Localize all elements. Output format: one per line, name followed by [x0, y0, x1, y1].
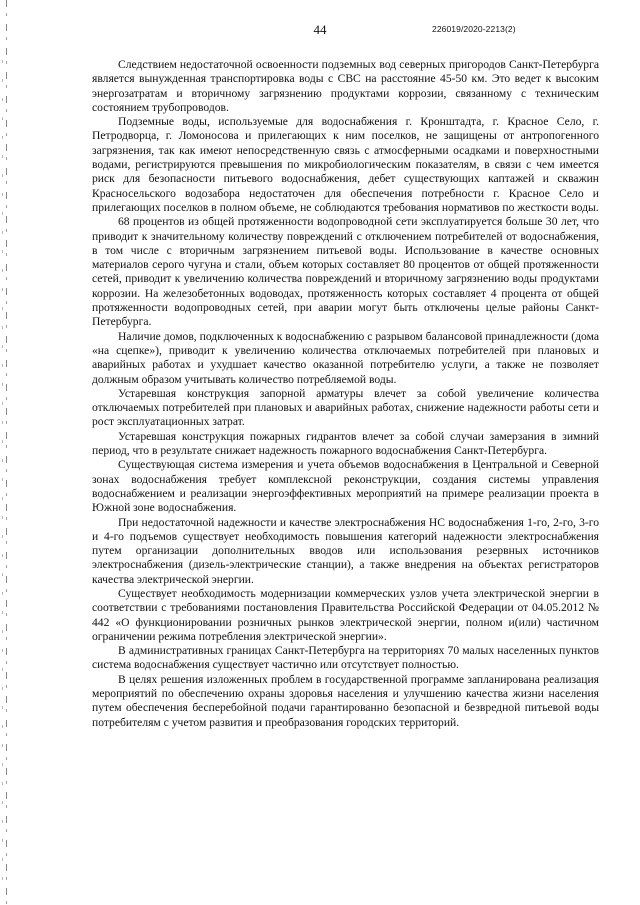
paragraph-electric-metering: Существует необходимость модернизации коммерческих узлов учета электрической энергии в соответствии с требованиями постановления Правительства Российской Федерации от 04.05.2012 № 442 «О функционировании розничных рынков электрической энергии, полном и(или) частичном ограничении режима потребления электрической энергии».: [92, 586, 599, 643]
scan-margin-mark: [6, 0, 7, 905]
paragraph-hydrants: Устаревшая конструкция пожарных гидрантов влечет за собой случаи замерзания в зимний период, что в результате снижает надежность пожарного водоснабжения Санкт-Петербурга.: [92, 429, 599, 458]
paragraph-network-age: 68 процентов из общей протяженности водопроводной сети эксплуатируется больше 30 лет, что приводит к значительному количеству повреждений с отключением потребителей от водоснабжения, в том числе с вторичным загрязнением питьевой воды. Использование в качестве основных материалов серого чугуна и стали, объем которых составляет 80 процентов от общей протяженности сетей, приводит к увеличению количества повреждений и вторичному загрязнению воды продуктами коррозии. На железобетонных водоводах, протяженность которых составляет 4 процента от общей протяженности водопроводных сетей, при аварии могут быть отключены целые районы Санкт-Петербурга.: [92, 215, 599, 329]
scan-margin-mark-secondary: [2, 60, 3, 880]
paragraph-coupled-houses: Наличие домов, подключенных к водоснабжению с разрывом балансовой принадлежности (дома «на сцепке»), приводит к увеличению количества отключаемых потребителей при плановых и аварийных работах и ухудшает качество оказанной потребителю услуги, а также не позволяет должным образом учитывать количество потребляемой воды.: [92, 329, 599, 386]
paragraph-small-settlements: В административных границах Санкт-Петербурга на территориях 70 малых населенных пунктов система водоснабжения существует частично или отсутствует полностью.: [92, 644, 599, 672]
paragraph-groundwater: Подземные воды, используемые для водоснабжения г. Кронштадта, г. Красное Село, г. Петродворца, г. Ломоносова и прилегающих к ним поселков, не защищены от антропогенного загрязнения, так как имеют непосредственную связь с атмосферными осадками и поверхностными водами, регистрируются превышения по микробиологическим показателям, в связи с чем имеется риск для безопасности питьевого водоснабжения, дебет существующих каптажей и скважин Красносельского водозабора недостаточен для обеспечения потребности г. Красное Село и прилегающих поселков в полном объеме, не соблюдаются требования нормативов по жесткости воды.: [92, 115, 599, 214]
paragraph-valves: Устаревшая конструкция запорной арматуры влечет за собой увеличение количества отключаемых потребителей при плановых и аварийных работах, снижение надежности работы сети и рост эксплуатационных затрат.: [92, 386, 599, 429]
paragraph-power-supply: При недостаточной надежности и качестве электроснабжения НС водоснабжения 1-го, 2-го, 3-го и 4-го подъемов существует необходимость повышения категорий надежности электроснабжения путем организации дополнительных вводов или использования резервных источников электроснабжения (дизель-электрические станции), а также внедрения на объектах регистраторов качества электрической энергии.: [92, 515, 599, 586]
paragraph-transport: Следствием недостаточной освоенности подземных вод северных пригородов Санкт-Петербурга является вынужденная транспортировка воды с СВС на расстояние 45-50 км. Это ведет к высоким энергозатратам и вторичному загрязнению продуктами коррозии, связанному с техническим состоянием трубопроводов.: [92, 58, 599, 114]
document-body: [92, 58, 599, 730]
document-reference: 226019/2020-2213(2): [432, 24, 516, 34]
page-number: 44: [313, 22, 327, 37]
paragraph-metering: Существующая система измерения и учета объемов водоснабжения в Центральной и Северной зонах водоснабжения требует комплексной реконструкции, создания системы управления водоснабжением и реализации энергоэффективных мероприятий на примере реализации проекта в Южной зоне водоснабжения.: [92, 458, 599, 515]
paragraph-program-goals: В целях решения изложенных проблем в государственной программе запланирована реализация мероприятий по обеспечению охраны здоровья населения и улучшению качества жизни населения путем обеспечения бесперебойной подачи гарантированно безопасной и безвредной питьевой воды потребителям с учетом развития и преобразования городских территорий.: [92, 672, 599, 729]
